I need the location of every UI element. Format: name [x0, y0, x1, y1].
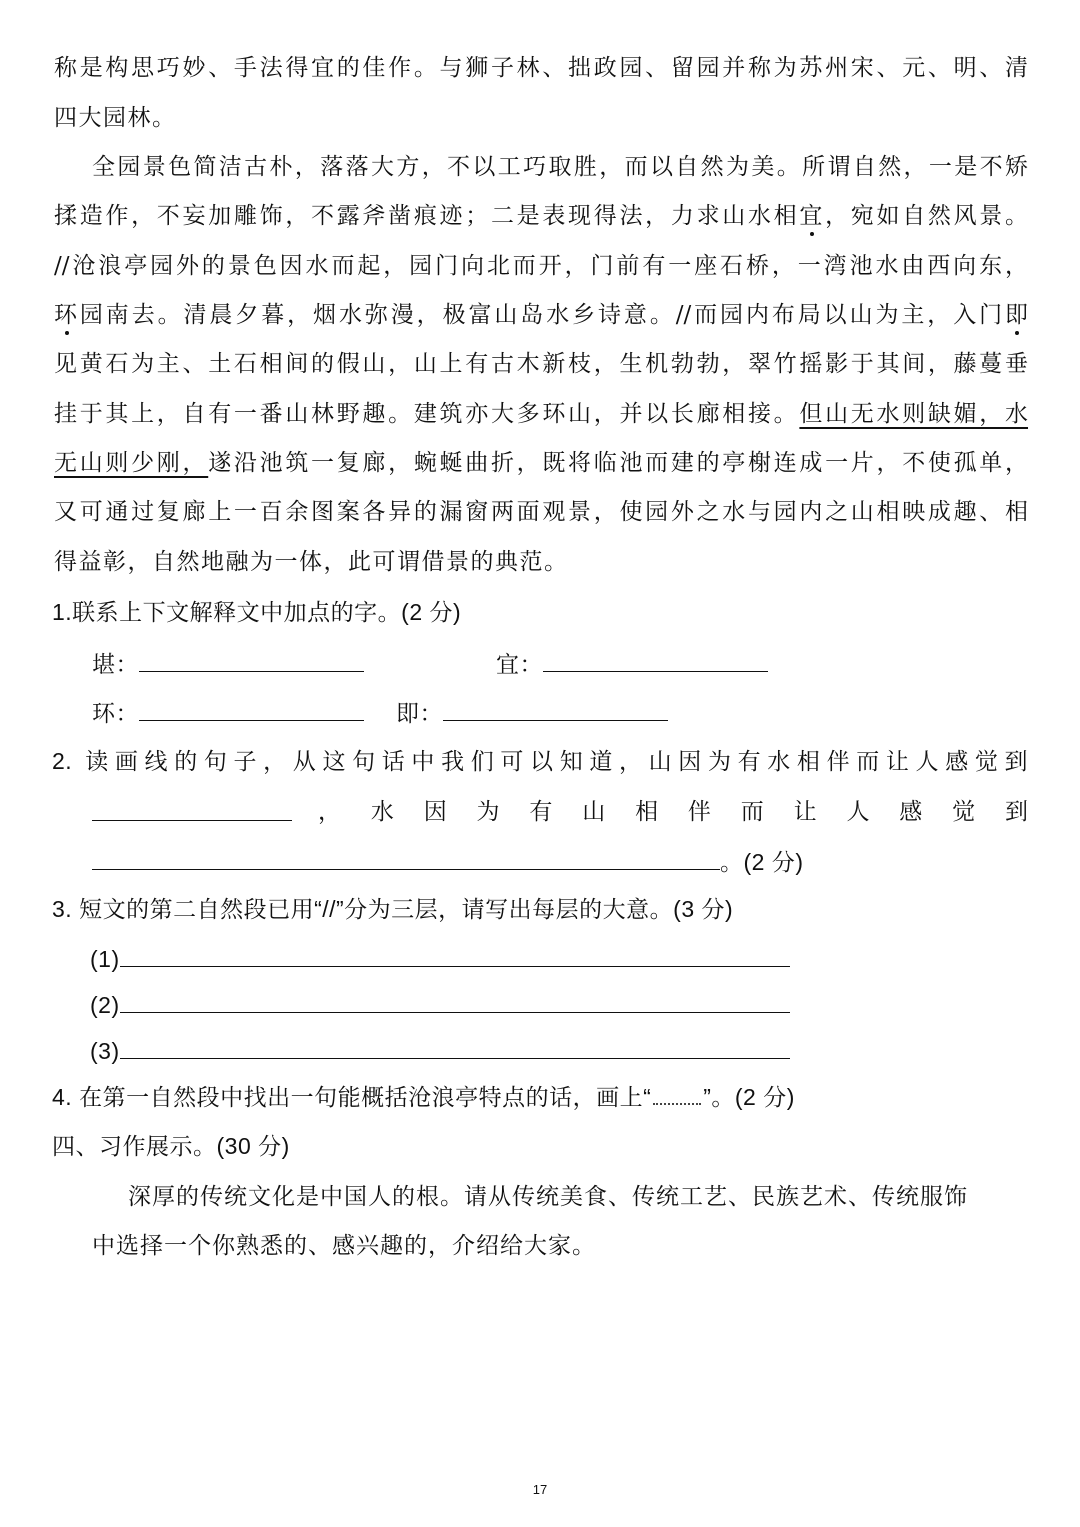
section-4-title: 四、习作展示。(30 分) [52, 1133, 290, 1159]
underlined-sentence: 但山无水则缺媚，水 [799, 401, 1029, 427]
section-4-prompt: 深厚的传统文化是中国人的根。请从传统美食、传统工艺、民族艺术、传统服饰 [128, 1183, 968, 1209]
page-number: 17 [532, 1482, 548, 1497]
q3-answer-row [90, 942, 790, 974]
passage-line: 得益彰，自然地融为一体，此可谓借景的典范。 [54, 549, 569, 575]
q1-blank-huan[interactable] [139, 696, 364, 721]
passage-line: 又可通过复廊上一百余图案各异的漏窗两面观景，使园外之水与园内之山相映成趣、相 [54, 499, 1028, 525]
q2-line3 [92, 845, 804, 877]
q3-blank-2[interactable] [120, 988, 790, 1013]
q1-label-yi: 宜： [496, 651, 543, 677]
q1-blank-kan[interactable] [139, 647, 364, 672]
passage-text: 遂沿池筑一复廊，蜿蜒曲折，既将临池而建的亭榭连成一片，不使孤单， [208, 450, 1029, 476]
passage-line [54, 448, 1028, 478]
q1-answer-row [92, 696, 364, 728]
passage-line: 四大园林。 [54, 105, 177, 131]
q1-answer-row [496, 647, 768, 679]
section-4-prompt: 中选择一个你熟悉的、感兴趣的，介绍给大家。 [92, 1232, 596, 1258]
q2-number: 2. [52, 748, 73, 774]
q3-label-1: (1) [90, 946, 120, 972]
q1-answer-row [396, 696, 668, 728]
passage-line [54, 399, 1028, 429]
passage-line: //沧浪亭园外的景色因水而起，园门向北而开，门前有一座石桥，一湾池水由西向东， [54, 253, 1028, 279]
q3-label-2: (2) [90, 992, 120, 1018]
underlined-sentence: 无山则少刚， [54, 450, 209, 476]
q3-blank-1[interactable] [120, 942, 790, 967]
passage-line: 称是构思巧妙、手法得宜的佳作。与狮子林、拙政园、留园并称为苏州宋、元、明、清 [54, 55, 1028, 81]
q2-mid-text: ， 水 因 为 有 山 相 伴 而 让 人 感 觉 到 [318, 798, 1028, 824]
passage-line [54, 201, 1028, 231]
question-4 [52, 1082, 795, 1112]
dotted-char-yi: 宜 [799, 203, 826, 229]
q3-answer-row [90, 1034, 790, 1066]
q3-label-3: (3) [90, 1038, 120, 1064]
q2-blank-1[interactable] [92, 796, 292, 821]
q1-label-ji: 即： [396, 700, 443, 726]
q2-blank-2[interactable] [92, 845, 720, 870]
question-2 [52, 746, 1028, 776]
q2-end-text: 。(2 分) [720, 849, 804, 875]
passage-text: 揉造作，不妄加雕饰，不露斧凿痕迹；二是表现得法，力求山水相 [54, 203, 800, 229]
passage-text: ，宛如自然风景。 [825, 203, 1029, 229]
passage-line [54, 300, 1028, 330]
passage-line: 见黄石为主、土石相间的假山，山上有古木新枝，生机勃勃，翠竹摇影于其间，藤蔓垂 [54, 351, 1028, 377]
q1-label-kan: 堪： [92, 651, 139, 677]
q1-blank-ji[interactable] [443, 696, 668, 721]
passage-line: 全园景色简洁古朴，落落大方，不以工巧取胜，而以自然为美。所谓自然，一是不矫 [92, 154, 1028, 180]
question-3: 3. 短文的第二自然段已用“//”分为三层，请写出每层的大意。(3 分) [52, 896, 734, 922]
passage-text: 园南去。清晨夕暮，烟水弥漫，极富山岛水乡诗意。//而园内布局以山为主，入门 [79, 302, 1005, 328]
passage-text: 挂于其上，自有一番山林野趣。建筑亦大多环山，并以长廊相接。 [54, 401, 800, 427]
q3-blank-3[interactable] [120, 1034, 790, 1059]
q4-text: ”。(2 分) [703, 1084, 795, 1110]
q1-label-huan: 环： [92, 700, 139, 726]
q2-text: 读画线的句子，从这句话中我们可以知道，山因为有水相伴而让人感觉到 [85, 748, 1029, 774]
dotted-char-huan: 环 [54, 302, 80, 328]
wavy-underline-mark [653, 1087, 701, 1105]
q4-text: 4. 在第一自然段中找出一句能概括沧浪亭特点的话，画上“ [52, 1084, 652, 1110]
dotted-char-ji: 即 [1005, 302, 1028, 328]
question-1: 1.联系上下文解释文中加点的字。(2 分) [52, 599, 462, 625]
q1-blank-yi[interactable] [543, 647, 768, 672]
q3-answer-row [90, 988, 790, 1020]
q1-answer-row [92, 647, 364, 679]
